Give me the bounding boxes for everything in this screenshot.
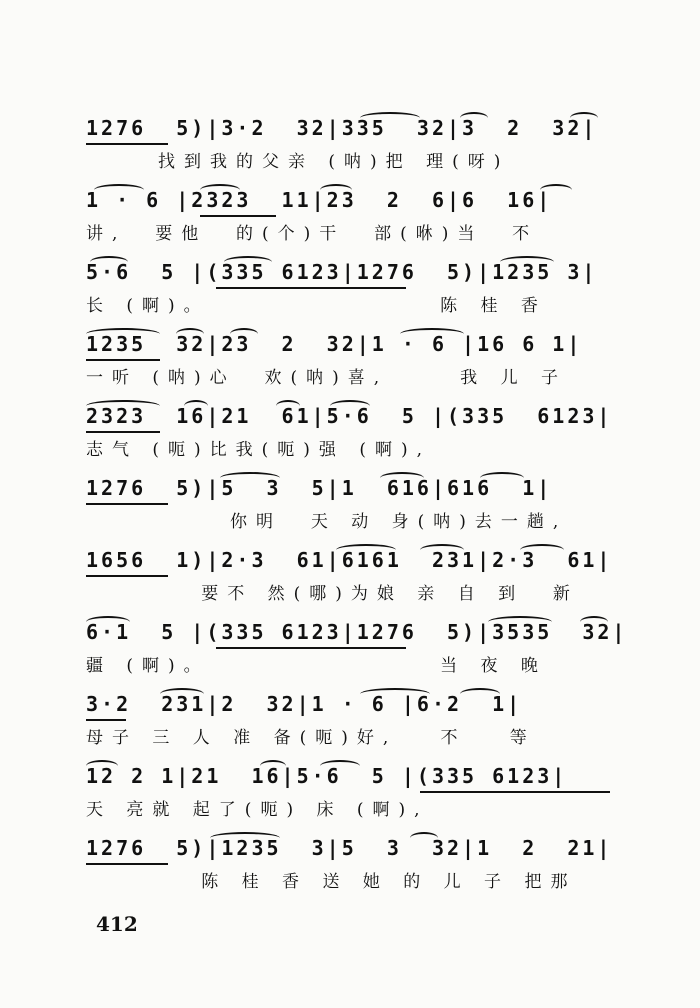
slur-mark [200,184,240,196]
lyrics: 母子 三 人 准 备(呃)好, 不 等 [86,728,536,748]
beat-underline [86,575,168,577]
slur-mark [86,328,160,340]
slur-mark [460,112,488,124]
slur-mark [86,400,160,412]
slur-mark [540,184,572,196]
beat-underline [86,719,126,721]
slur-mark [230,328,258,340]
beat-underline [200,215,276,217]
beat-underline [86,863,168,865]
slur-mark [360,112,420,124]
notation: 1276 5)|5 3 5|1 616|616 1| [86,476,553,500]
lyrics: 天 亮就 起了(呃) 床 (啊), [86,800,429,820]
slur-mark [360,688,430,700]
slur-mark [276,400,300,412]
beat-underline [216,287,406,289]
notation: 1276 5)|1235 3|5 3 32|1 2 21| [86,836,613,860]
score-line-2 [80,184,620,256]
slur-mark [480,472,524,484]
score-line-5 [80,400,620,472]
beat-underline [420,791,610,793]
slur-mark [90,256,128,268]
score-line-1 [80,112,620,184]
lyrics: 疆 (啊)。 当 夜 晚 [86,656,547,676]
notation: 1276 5)|3·2 32|335 32|3 2 32| [86,116,598,140]
notation: 12 2 1|21 16|5·6 5 |(335 6123| [86,764,568,788]
slur-mark [224,256,272,268]
beat-underline [86,359,160,361]
notation: 2323 16|21 61|5·6 5 |(335 6123| [86,404,613,428]
slur-mark [460,688,500,700]
lyrics: 陈 桂 香 送 她 的 儿 子 把那 [86,872,577,892]
slur-mark [320,760,360,772]
score-line-3 [80,256,620,328]
beat-underline [86,503,168,505]
slur-mark [330,400,370,412]
slur-mark [380,472,424,484]
score-line-10 [80,760,620,832]
slur-mark [184,400,208,412]
lyrics: 要不 然(哪)为娘 亲 自 到 新 [86,584,579,604]
lyrics: 你明 天 动 身(呐)去一趟, [86,512,568,532]
slur-mark [336,544,396,556]
lyrics: 长 (啊)。 陈 桂 香 [86,296,547,316]
beat-underline [86,143,168,145]
slur-mark [500,256,554,268]
slur-mark [570,112,598,124]
lyrics: 讲, 要他 的(个)干 部(咻)当 不 [86,224,539,244]
slur-mark [420,544,464,556]
slur-mark [410,832,438,844]
slur-mark [94,184,144,196]
notation: 6·1 5 |(335 6123|1276 5)|3535 32| [86,620,628,644]
lyrics: 志气 (呃)比我(呃)强 (啊), [86,440,432,460]
notation: 1 · 6 |2323 11|23 2 6|6 16| [86,188,553,212]
slur-mark [86,760,118,772]
lyrics: 找到我的父亲 (呐)把 理(呀) [86,152,510,172]
score-line-4 [80,328,620,400]
notation: 5·6 5 |(335 6123|1276 5)|1235 3| [86,260,598,284]
slur-mark [260,760,286,772]
slur-mark [86,616,130,628]
slur-mark [400,328,464,340]
score-line-6 [80,472,620,544]
slur-mark [320,184,352,196]
slur-mark [488,616,552,628]
score-line-8 [80,616,628,688]
beat-underline [86,431,160,433]
score-line-7 [80,544,620,616]
page-number: 412 [96,912,138,936]
beat-underline [216,647,406,649]
slur-mark [176,328,204,340]
slur-mark [210,832,280,844]
lyrics: 一听 (呐)心 欢(呐)喜, 我 儿 子 [86,368,567,388]
slur-mark [580,616,608,628]
slur-mark [220,472,280,484]
notation: 1235 32|23 2 32|1 · 6 |16 6 1| [86,332,583,356]
score-line-11 [80,832,620,904]
notation: 3·2 231|2 32|1 · 6 |6·2 1| [86,692,523,716]
notation: 1656 1)|2·3 61|6161 231|2·3 61| [86,548,613,572]
slur-mark [520,544,564,556]
slur-mark [160,688,204,700]
score-line-9 [80,688,620,760]
